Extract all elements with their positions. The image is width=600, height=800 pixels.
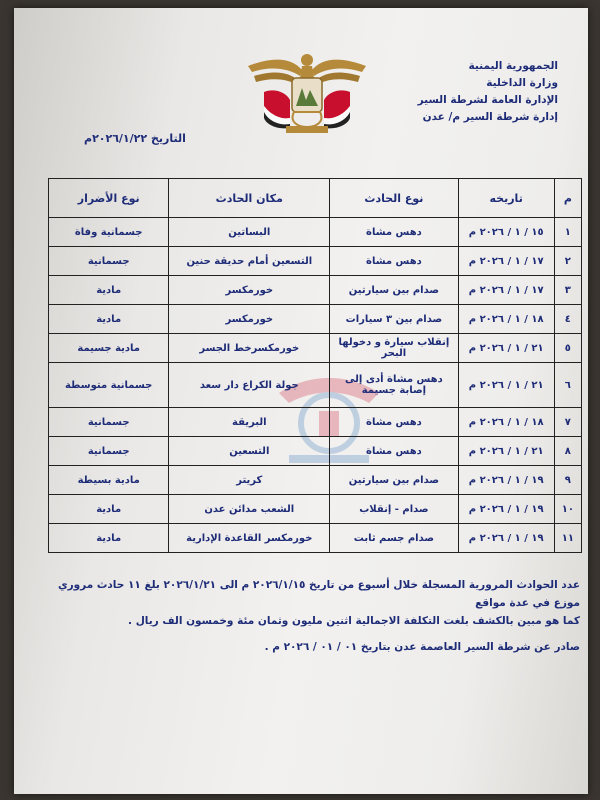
cell-num: ٥	[554, 334, 581, 363]
cell-date: ١٨ / ١ / ٢٠٢٦ م	[458, 408, 554, 437]
cell-num: ٣	[554, 276, 581, 305]
header-line-department: إدارة شرطة السير م/ عدن	[422, 111, 558, 123]
cell-num: ٧	[554, 408, 581, 437]
table-row	[49, 305, 582, 334]
header-type: نوع الحادث	[330, 179, 458, 218]
cell-place: جولة الكراع دار سعد	[169, 363, 330, 408]
document-date: التاريخ ٢٠٢٦/١/٢٢م	[84, 132, 186, 145]
cell-num: ١١	[554, 524, 581, 553]
cell-num: ٩	[554, 466, 581, 495]
cell-num: ٨	[554, 437, 581, 466]
cell-damage: مادية	[49, 524, 169, 553]
cell-place: كريتر	[169, 466, 330, 495]
cell-type: دهس مشاة	[330, 247, 458, 276]
cell-type: صدام بين سيارتين	[330, 276, 458, 305]
table-row	[49, 363, 582, 408]
cell-type: صدام جسم ثابت	[330, 524, 458, 553]
cell-place: خورمكسر	[169, 305, 330, 334]
table-row	[49, 218, 582, 247]
letterhead	[398, 58, 558, 126]
header-num: م	[554, 179, 581, 218]
cell-damage: جسمانية وفاة	[49, 218, 169, 247]
table-row	[49, 495, 582, 524]
cell-type: صدام - إنقلاب	[330, 495, 458, 524]
summary-line-2: كما هو مبين بالكشف بلغت التكلفة الاجمالية اثنين مليون وثمان مئة وخمسون الف ريال .	[128, 615, 580, 627]
cell-place: البساتين	[169, 218, 330, 247]
cell-num: ٦	[554, 363, 581, 408]
cell-damage: مادية	[49, 276, 169, 305]
cell-num: ٢	[554, 247, 581, 276]
cell-damage: مادية	[49, 495, 169, 524]
cell-place: خورمكسرخط الجسر	[169, 334, 330, 363]
cell-type: إنقلاب سيارة و دخولها البحر	[330, 334, 458, 363]
cell-type: صدام بين سيارتين	[330, 466, 458, 495]
issued-by-line: صادر عن شرطة السير العاصمة عدن بتاريخ ٠١ / ٠١ / ٢٠٢٦ م .	[264, 641, 580, 653]
document-page	[14, 8, 588, 794]
cell-damage: جسمانية متوسطة	[49, 363, 169, 408]
table-header-row	[49, 179, 582, 218]
summary-block	[54, 576, 580, 656]
header-date: تاريخه	[458, 179, 554, 218]
cell-date: ١٩ / ١ / ٢٠٢٦ م	[458, 495, 554, 524]
cell-damage: جسمانية	[49, 247, 169, 276]
cell-date: ١٧ / ١ / ٢٠٢٦ م	[458, 276, 554, 305]
cell-date: ١٩ / ١ / ٢٠٢٦ م	[458, 524, 554, 553]
cell-place: البريقة	[169, 408, 330, 437]
header-place: مكان الحادث	[169, 179, 330, 218]
cell-date: ١٨ / ١ / ٢٠٢٦ م	[458, 305, 554, 334]
cell-place: الشعب مدائن عدن	[169, 495, 330, 524]
header-line-directorate: الإدارة العامة لشرطة السير	[417, 94, 558, 106]
cell-damage: مادية بسيطة	[49, 466, 169, 495]
cell-date: ١٧ / ١ / ٢٠٢٦ م	[458, 247, 554, 276]
header-line-republic: الجمهورية اليمنية	[468, 60, 558, 72]
eagle-emblem-icon	[244, 48, 370, 138]
cell-type: دهس مشاة أدى إلى إصابة جسيمة	[330, 363, 458, 408]
cell-num: ١٠	[554, 495, 581, 524]
cell-date: ٢١ / ١ / ٢٠٢٦ م	[458, 363, 554, 408]
table-row	[49, 276, 582, 305]
table-row	[49, 524, 582, 553]
cell-damage: جسمانية	[49, 408, 169, 437]
header-damage: نوع الأضرار	[49, 179, 169, 218]
cell-date: ٢١ / ١ / ٢٠٢٦ م	[458, 437, 554, 466]
table-row	[49, 334, 582, 363]
cell-date: ١٥ / ١ / ٢٠٢٦ م	[458, 218, 554, 247]
table-row	[49, 466, 582, 495]
cell-place: خورمكسر القاعدة الإدارية	[169, 524, 330, 553]
cell-damage: مادية	[49, 305, 169, 334]
cell-type: صدام بين ٣ سيارات	[330, 305, 458, 334]
cell-date: ١٩ / ١ / ٢٠٢٦ م	[458, 466, 554, 495]
accidents-table	[48, 178, 582, 553]
cell-date: ٢١ / ١ / ٢٠٢٦ م	[458, 334, 554, 363]
cell-place: خورمكسر	[169, 276, 330, 305]
cell-num: ٤	[554, 305, 581, 334]
cell-type: دهس مشاة	[330, 437, 458, 466]
cell-type: دهس مشاة	[330, 408, 458, 437]
table-row	[49, 408, 582, 437]
cell-type: دهس مشاة	[330, 218, 458, 247]
header-line-ministry: وزارة الداخلية	[486, 77, 558, 89]
cell-damage: مادية جسيمة	[49, 334, 169, 363]
cell-damage: جسمانية	[49, 437, 169, 466]
table-row	[49, 437, 582, 466]
cell-num: ١	[554, 218, 581, 247]
table-row	[49, 247, 582, 276]
cell-place: التسعين	[169, 437, 330, 466]
summary-line-1: عدد الحوادث المرورية المسجلة خلال أسبوع من تاريخ ٢٠٢٦/١/١٥ م الى ٢٠٢٦/١/٢١ بلغ ١١ حادث مروري موزع في عدة مواقع	[57, 579, 580, 609]
cell-place: التسعين أمام حديقة حنين	[169, 247, 330, 276]
